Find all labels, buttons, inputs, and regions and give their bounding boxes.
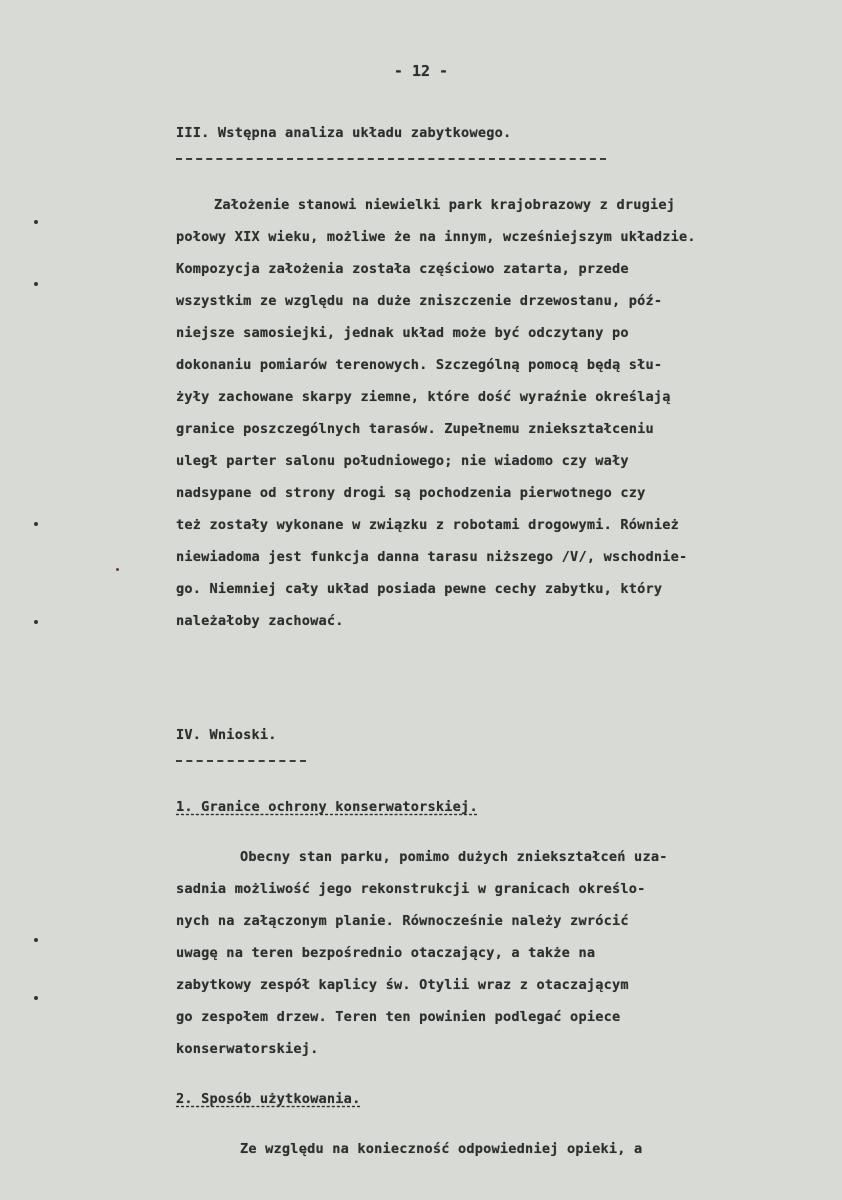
body-line: konserwatorskiej.	[176, 1041, 319, 1057]
body-line: nadsypane od strony drogi są pochodzenia pierwotnego czy	[176, 485, 646, 501]
body-line: go zespołem drzew. Teren ten powinien podlegać opiece	[176, 1009, 621, 1025]
margin-mark	[34, 522, 38, 526]
body-line: uwagę na teren bezpośrednio otaczający, a także na	[176, 945, 596, 961]
body-line: też zostały wykonane w związku z robotami drogowymi. Również	[176, 517, 680, 533]
body-line: dokonaniu pomiarów terenowych. Szczególną pomocą będą słu-	[176, 357, 663, 373]
margin-mark	[34, 220, 38, 224]
section-heading-analysis: III. Wstępna analiza układu zabytkowego.	[176, 125, 512, 141]
margin-mark	[34, 282, 38, 286]
body-line: Założenie stanowi niewielki park krajobrazowy z drugiej	[214, 197, 676, 213]
margin-mark	[34, 938, 38, 942]
body-line: Kompozycja założenia została częściowo zatarta, przede	[176, 261, 629, 277]
page-number: - 12 -	[393, 62, 449, 80]
body-line: go. Niemniej cały układ posiada pewne cechy zabytku, który	[176, 581, 663, 597]
body-line: sadnia możliwość jego rekonstrukcji w granicach określo-	[176, 881, 646, 897]
heading-rule	[176, 158, 606, 160]
body-line: uległ parter salonu południowego; nie wiadomo czy wały	[176, 453, 629, 469]
margin-mark	[34, 620, 38, 624]
body-line: Obecny stan parku, pomimo dużych zniekształceń uza-	[240, 849, 668, 865]
body-line: Ze względu na konieczność odpowiedniej opieki, a	[240, 1141, 643, 1157]
body-line: niewiadoma jest funkcja danna tarasu niższego /V/, wschodnie-	[176, 549, 688, 565]
body-line: niejsze samosiejki, jednak układ może być odczytany po	[176, 325, 629, 341]
margin-mark	[116, 568, 119, 571]
body-line: nych na załączonym planie. Równocześnie należy zwrócić	[176, 913, 629, 929]
subheading-protection-boundaries: 1. Granice ochrony konserwatorskiej.	[176, 799, 478, 815]
body-line: żyły zachowane skarpy ziemne, które dość wyraźnie określają	[176, 389, 671, 405]
body-line: wszystkim ze względu na duże zniszczenie drzewostanu, póź-	[176, 293, 663, 309]
section-heading-conclusions: IV. Wnioski.	[176, 727, 277, 743]
body-line: granice poszczególnych tarasów. Zupełnemu zniekształceniu	[176, 421, 654, 437]
body-line: należałoby zachować.	[176, 613, 344, 629]
heading-rule	[176, 760, 306, 762]
subheading-usage: 2. Sposób użytkowania.	[176, 1091, 361, 1107]
body-line: zabytkowy zespół kaplicy św. Otylii wraz z otaczającym	[176, 977, 629, 993]
body-line: połowy XIX wieku, możliwe że na innym, wcześniejszym układzie.	[176, 229, 696, 245]
margin-mark	[34, 996, 38, 1000]
